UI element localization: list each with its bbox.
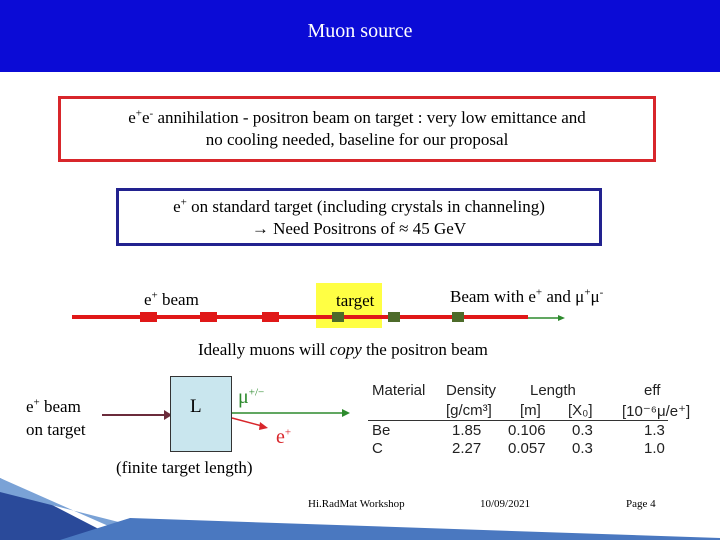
table-cell: C (372, 440, 383, 457)
table-unit: [X₀] (568, 402, 593, 419)
annihilation-line-1: e+e- annihilation - positron beam on target : very low emittance and (128, 107, 586, 127)
table-cell: 0.057 (508, 440, 546, 457)
slide-title: Muon source (307, 20, 413, 42)
table-cell: 0.3 (572, 440, 593, 457)
target-label: target (336, 291, 375, 310)
annihilation-line-2: no cooling needed, baseline for our proposal (205, 130, 509, 149)
beam-bunch (262, 312, 279, 322)
output-beam-label: Beam with e+ and μ+μ- (450, 286, 604, 306)
table-cell: 0.3 (572, 422, 593, 439)
footer-page: Page 4 (626, 498, 656, 510)
table-header: eff (644, 382, 661, 399)
muon-arrowhead (342, 409, 350, 417)
finite-length-note: (finite target length) (116, 458, 253, 477)
ideally-text: Ideally muons will copy the positron beam (198, 340, 488, 359)
positron-label: e+ (276, 426, 292, 448)
positron-beam-label: e+ beam (144, 289, 199, 309)
footer-workshop: Hi.RadMat Workshop (308, 498, 405, 510)
table-header: Length (530, 382, 576, 399)
bottom-swoosh (60, 518, 720, 540)
table-unit: [g/cm³] (446, 402, 492, 419)
table-unit: [m] (520, 402, 541, 419)
standard-target-line-2: → Need Positrons of ≈ 45 GeV (251, 219, 467, 238)
output-arrowhead (558, 315, 565, 321)
muon-label: μ+/− (238, 386, 265, 408)
positron-arrow (232, 418, 262, 426)
beam-bunch (200, 312, 217, 322)
beam-bunch (140, 312, 157, 322)
table-cell: 2.27 (452, 440, 482, 457)
length-label: L (190, 396, 202, 417)
table-header: Density (446, 382, 497, 399)
standard-target-line-1: e+ on standard target (including crystals in channeling) (173, 196, 545, 216)
beam-bunch (332, 312, 344, 322)
table-cell: 1.85 (452, 422, 482, 439)
beam-bunch (388, 312, 400, 322)
left-beam-label: e+ beam on target (26, 396, 86, 439)
footer-date: 10/09/2021 (480, 498, 531, 510)
beam-bunch (452, 312, 464, 322)
table-cell: 0.106 (508, 422, 546, 439)
table-header: Material (372, 382, 426, 399)
table-cell: 1.3 (644, 422, 665, 439)
table-cell: 1.0 (644, 440, 665, 457)
table-unit: [10⁻⁶μ/e⁺] (622, 403, 691, 420)
table-cell: Be (372, 422, 391, 439)
positron-arrowhead (259, 422, 268, 430)
table-rule (368, 420, 668, 421)
